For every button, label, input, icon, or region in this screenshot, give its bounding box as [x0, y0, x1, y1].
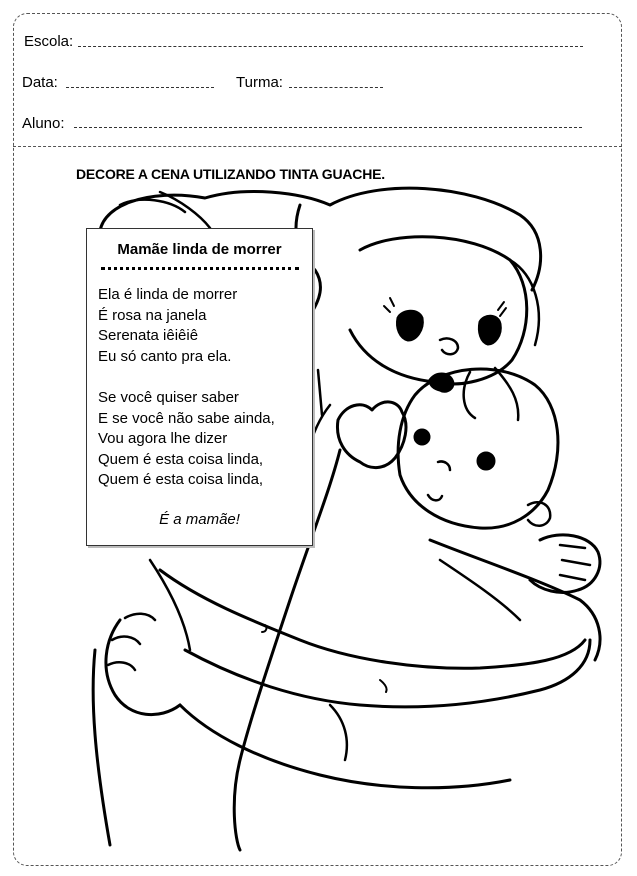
date-label: Data:	[22, 74, 58, 91]
student-label: Aluno:	[22, 115, 65, 132]
poem-title-divider	[101, 267, 299, 270]
poem-line: Quem é esta coisa linda,	[98, 471, 264, 488]
instruction-text: DECORE A CENA UTILIZANDO TINTA GUACHE.	[76, 166, 385, 182]
poem-card	[86, 228, 313, 546]
poem-line: É rosa na janela	[98, 306, 207, 324]
poem-line: E se você não sabe ainda,	[98, 409, 275, 427]
poem-closing: É a mamãe!	[159, 511, 240, 528]
poem-stanza-1	[98, 285, 237, 367]
class-label: Turma:	[236, 74, 283, 91]
school-label: Escola:	[24, 33, 74, 50]
poem-line: Quem é esta coisa linda,	[98, 450, 264, 468]
poem-stanza-2	[98, 388, 275, 491]
poem-line: Se você quiser saber	[98, 389, 239, 406]
poem-title: Mamãe linda de morrer	[117, 241, 282, 258]
poem-line: Serenata iêiêiê	[98, 327, 199, 344]
poem-line: Eu só canto pra ela.	[98, 347, 232, 365]
poem-line: Vou agora lhe dizer	[98, 430, 228, 447]
poem-line: Ela é linda de morrer	[98, 286, 238, 303]
